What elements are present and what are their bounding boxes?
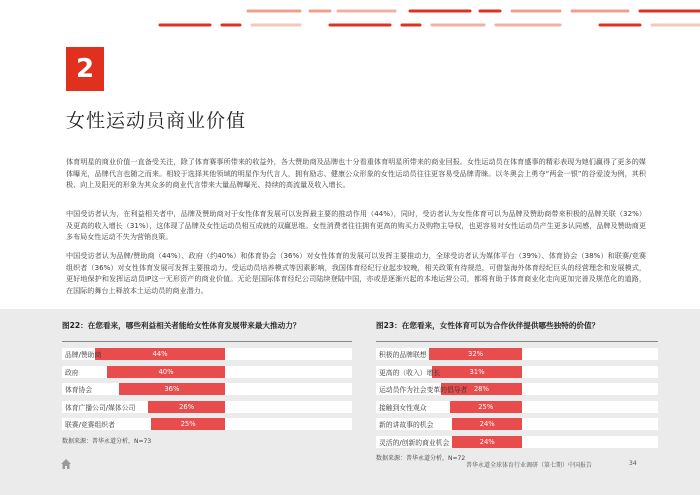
bar-value-label: 25% (478, 402, 494, 411)
chart-23-bar-row (376, 436, 658, 448)
bar-category-label: 灵活的/创新的商业机会 (379, 438, 450, 447)
bar-value-label: 24% (479, 420, 495, 428)
paragraph-2: 中国受访者认为，在利益相关者中，品牌及赞助商对于女性体育发展可以发挥最主要的推动作用（44%），同时，受访者认为女性体育可以为品牌及赞助商带来积极的品牌关联（32%）及更高的收入增长（31%），这体现了品牌及女性运动员相互成就的双赢思维。女性消费者往往拥有更高的购买力及购物主导权，也更容易对女性运动员产生更多认同感，品牌及赞助商更多布局女性运动不失为营销良策。 (66, 209, 646, 242)
chart-23-rule (376, 341, 658, 342)
footer-report-title: 普华永道全球体育行业调研（第七期）中国报告 (466, 462, 593, 469)
chart-23-bar-row (376, 348, 658, 360)
chart-22 (62, 320, 352, 445)
paragraph-1: 体育明星的商业价值一直备受关注，除了体育赛事所带来的收益外，各大赞助商及品牌也十分看重体育明星所带来的商业回报。女性运动员在体育盛事的精彩表现为她们赢得了更多的媒体曝光，品牌代言也随之而来。相较于选择其他领域的明星作为代言人，拥有励志、健康公众形象的女性运动员往往更容易受品牌青睐。以冬奥会上勇夺“两金一银”的谷爱凌为例，其积极、向上及阳光的形象为其众多的商业代言带来大量品牌曝光、持续的高流量及收入增长。 (66, 157, 646, 190)
home-icon[interactable] (60, 458, 72, 470)
bar-value-label: 36% (164, 385, 180, 393)
chart-23 (376, 320, 658, 462)
bar-value-label: 32% (468, 350, 484, 358)
chart-23-bar-row (376, 366, 658, 378)
bar-category-label: 体育协会 (65, 386, 93, 394)
page-title: 女性运动员商业价值 (66, 110, 247, 132)
bar-category-label: 更高的（收入）增长 (379, 368, 441, 377)
chart-23-bar-row (376, 418, 658, 430)
chart-23-source: 数据来源：普华永道分析，N=72 (376, 455, 466, 462)
chart-23-bar-row (376, 383, 658, 395)
chart-22-source: 数据来源：普华永道分析，N=73 (62, 437, 152, 445)
decorative-dash-lines (0, 0, 700, 40)
chart-22-bars (62, 348, 352, 430)
bar-category-label: 积极的品牌联想 (379, 351, 427, 359)
chart-22-rule (62, 341, 352, 342)
bar-value-label: 26% (179, 402, 195, 411)
chart-22-bar-row (62, 366, 352, 378)
chart-23-bar-row (376, 401, 658, 413)
bar-category-label: 政府 (65, 368, 79, 377)
paragraph-3: 中国受访者认为品牌/赞助商（44%）、政府（约40%）和体育协会（36%）对女性体育的发展可以发挥主要推动力，全球受访者认为媒体平台（39%）、体育协会（38%）和联赛/竞赛组织者（36%）对女性体育发展可发挥主要推动力。受运动员培养模式等因素影响，我国体育经纪行业起步较晚，相关政策有待规范，可借鉴海外体育经纪巨头的经营理念和发展模式，更好地保护和发挥运动员IP这一无形资产的商业价值。无论是国际体育经纪公司陆续登陆中国，亦或是逐渐兴起的本地运营公司，都将有助于体育商业化走向更加完善及规范化的道路，在国际的舞台上释放本土运动员的商业潜力。 (66, 251, 646, 295)
bar-category-label: 接触到女性观众 (379, 403, 427, 412)
bar-category-label: 新的讲故事的机会 (379, 421, 434, 429)
bar-value-label: 28% (473, 385, 489, 393)
chart-22-bar-row (62, 383, 352, 395)
chart-22-bar-row (62, 401, 352, 413)
bar-category-label: 体育广播公司/媒体公司 (65, 403, 136, 412)
bar-value-label: 31% (469, 367, 485, 376)
chart-22-bar-row (62, 418, 352, 430)
bar-category-label: 品牌/赞助商 (65, 351, 102, 359)
bar-category-label: 运动员作为社会变革的倡导者 (379, 386, 468, 394)
page-number: 34 (629, 460, 637, 467)
section-number-badge: 2 (66, 47, 104, 91)
chart-22-bar-row (62, 348, 352, 360)
bar-value-label: 44% (152, 350, 168, 358)
bar-value-label: 25% (180, 420, 196, 428)
chart-23-bars (376, 348, 658, 448)
bar-value-label: 40% (158, 367, 174, 376)
bar-category-label: 联赛/竞赛组织者 (65, 421, 115, 429)
chart-22-title: 图22：在您看来，哪些利益相关者能给女性体育发展带来最大推动力？ (62, 321, 301, 330)
bar-value-label: 24% (479, 437, 495, 446)
chart-23-title: 图23：在您看来，女性体育可以为合作伙伴提供哪些独特的价值？ (376, 321, 600, 330)
